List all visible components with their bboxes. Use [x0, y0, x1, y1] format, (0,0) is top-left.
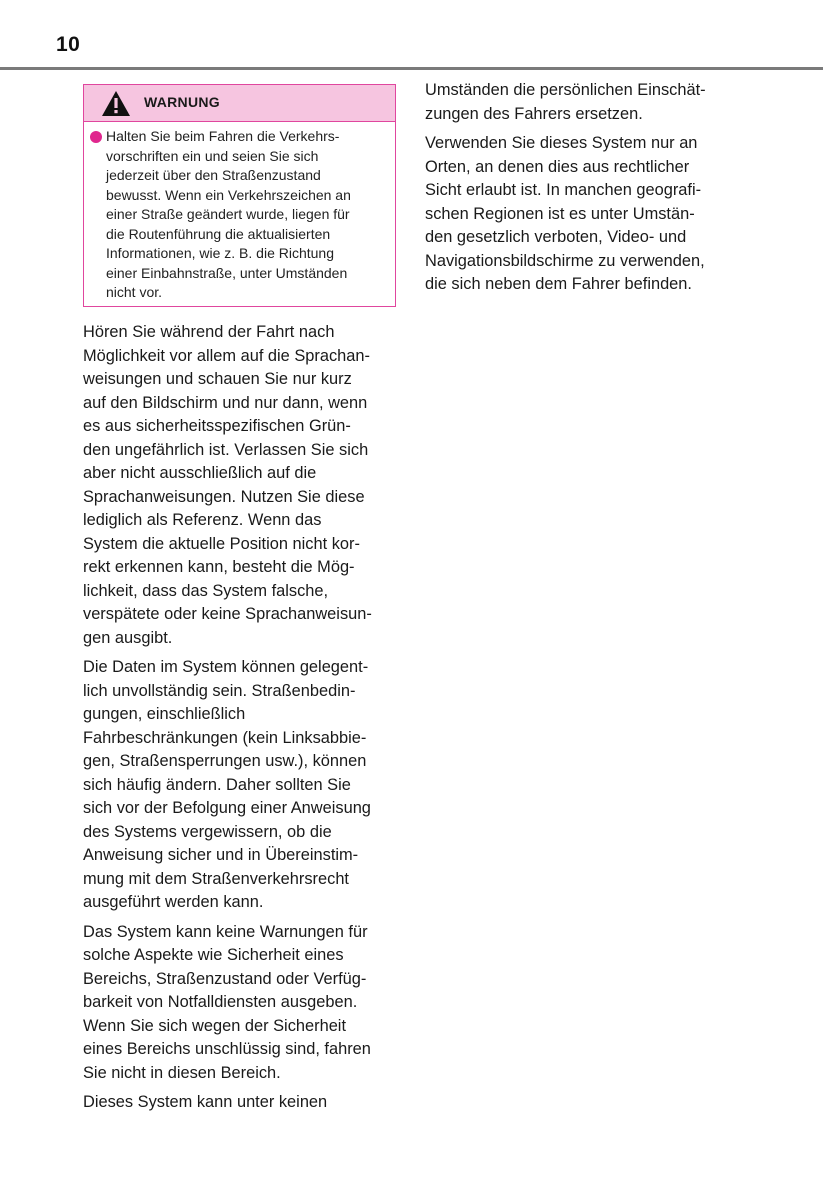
text-line: lich unvollständig sein. Straßenbedin- [83, 681, 356, 700]
text-line: weisungen und schauen Sie nur kurz [83, 370, 352, 388]
text-line: sich vor der Befolgung einer Anweisung [83, 799, 371, 817]
text-line: die sich neben dem Fahrer befinden. [425, 275, 692, 293]
text-line: Sicht erlaubt ist. In manchen geografi- [425, 181, 702, 199]
text-line: aber nicht ausschließlich auf die [83, 464, 317, 482]
paragraph [425, 132, 735, 297]
left-column [83, 321, 399, 1121]
text-line: Sie nicht in diesen Bereich. [83, 1063, 281, 1082]
text-line: Dieses System kann unter keinen [83, 1093, 328, 1111]
text-line: den ungefährlich ist. Verlassen Sie sich [83, 440, 369, 459]
text-line: gen ausgibt. [83, 628, 173, 647]
text-line: ausgeführt werden kann. [83, 893, 264, 911]
text-line: Hören Sie während der Fahrt nach [83, 323, 335, 341]
text-line: Wenn Sie sich wegen der Sicherheit [83, 1016, 347, 1035]
warning-line: nicht vor. [106, 284, 163, 300]
text-line: Verwenden Sie dieses System nur an [425, 134, 698, 152]
warning-line: jederzeit über den Straßenzustand [106, 167, 321, 183]
text-line: rekt erkennen kann, besteht die Mög- [83, 558, 355, 576]
text-line: des Systems vergewissern, ob die [83, 822, 332, 841]
warning-line: die Routenführung die aktualisierten [106, 225, 331, 242]
paragraph [83, 921, 399, 1086]
paragraph [83, 1091, 399, 1115]
warning-triangle-icon [101, 90, 131, 117]
text-line: gen, Straßensperrungen usw.), können [83, 752, 367, 770]
paragraph [83, 321, 399, 650]
warning-line: bewusst. Wenn ein Verkehrszeichen an [106, 186, 351, 203]
warning-box [83, 84, 396, 307]
text-line: Orten, an denen dies aus rechtlicher [425, 157, 690, 176]
warning-text [106, 127, 383, 303]
text-line: lichkeit, dass das System falsche, [83, 581, 329, 600]
text-line: schen Regionen ist es unter Umstän- [425, 204, 695, 223]
paragraph [425, 79, 735, 126]
text-line: barkeit von Notfalldiensten ausgeben. [83, 993, 358, 1011]
text-line: gungen, einschließlich [83, 705, 246, 723]
warning-line: einer Straße geändert wurde, liegen für [106, 206, 350, 222]
text-line: Bereichs, Straßenzustand oder Verfüg- [83, 969, 367, 988]
paragraph [83, 656, 399, 915]
text-line: Die Daten im System können gelegent- [83, 658, 369, 676]
warning-line: einer Einbahnstraße, unter Umständen [106, 264, 348, 281]
bullet-dot-icon [90, 131, 102, 143]
text-line: solche Aspekte wie Sicherheit eines [83, 946, 344, 964]
text-line: es aus sicherheitsspezifischen Grün- [83, 417, 351, 435]
text-line: sich häufig ändern. Daher sollten Sie [83, 775, 351, 794]
text-line: Sprachanweisungen. Nutzen Sie diese [83, 487, 365, 506]
warning-body [84, 122, 395, 303]
text-line: mung mit dem Straßenverkehrsrecht [83, 869, 349, 888]
text-line: Möglichkeit vor allem auf die Sprachan- [83, 346, 370, 365]
text-line: System die aktuelle Position nicht kor- [83, 534, 360, 553]
text-line: Navigationsbildschirme zu verwenden, [425, 251, 705, 270]
header-rule [0, 67, 823, 70]
right-column [425, 79, 735, 303]
text-line: eines Bereichs unschlüssig sind, fahren [83, 1040, 371, 1058]
text-line: Anweisung sicher und in Übereinstim- [83, 846, 359, 864]
warning-line: vorschriften ein und seien Sie sich [106, 147, 319, 164]
warning-line: Informationen, wie z. B. die Richtung [106, 245, 335, 261]
text-line: Fahrbeschränkungen (kein Linksabbie- [83, 728, 367, 747]
text-line: verspätete oder keine Sprachanweisun- [83, 605, 372, 623]
text-line: zungen des Fahrers ersetzen. [425, 104, 643, 123]
text-line: lediglich als Referenz. Wenn das [83, 511, 322, 529]
text-line: Umständen die persönlichen Einschät- [425, 81, 706, 99]
text-line: Das System kann keine Warnungen für [83, 922, 368, 941]
warning-line: Halten Sie beim Fahren die Verkehrs- [106, 128, 340, 144]
text-line: den gesetzlich verboten, Video- und [425, 228, 687, 246]
warning-header [84, 85, 395, 122]
text-line: auf den Bildschirm und nur dann, wenn [83, 393, 368, 412]
page-number: 10 [56, 33, 81, 56]
warning-title: WARNUNG [144, 94, 220, 110]
